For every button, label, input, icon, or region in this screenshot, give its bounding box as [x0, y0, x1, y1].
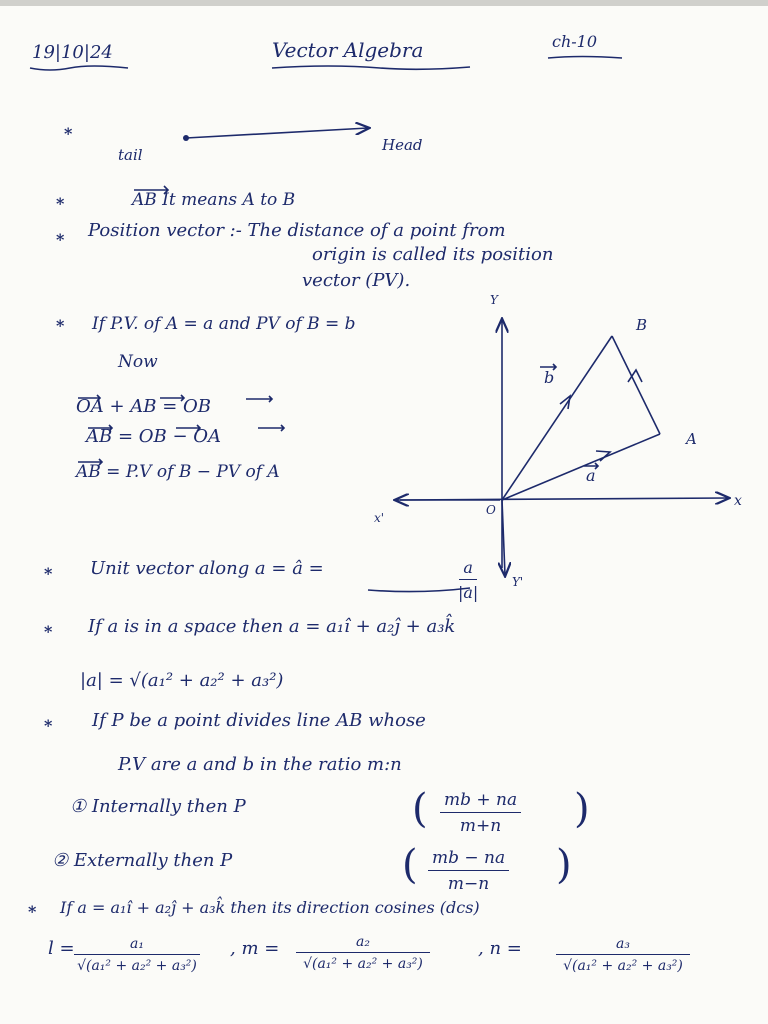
n-fraction: [556, 936, 690, 974]
x-prime-label: x': [374, 511, 385, 525]
unit-vector-text: Unit vector along a = â =: [90, 558, 324, 579]
close-paren: ): [574, 786, 590, 832]
direction-cosines-statement: If a = a₁î + a₂ĵ + a₃k̂ then its direction cosines (dcs): [60, 898, 480, 917]
bullet: *: [64, 124, 73, 143]
m-numerator: a₂: [296, 934, 430, 953]
bullet: *: [56, 194, 65, 213]
l-numerator: a₁: [74, 936, 200, 955]
m-fraction: [296, 934, 430, 972]
close-paren: ): [556, 842, 572, 888]
m-denominator: √(a₁² + a₂² + a₃²): [303, 956, 423, 972]
vector-line: [186, 128, 368, 138]
point-a-label: A: [686, 430, 697, 448]
n-prefix: , n =: [478, 938, 522, 959]
equation-2: AB = OB − OA: [86, 426, 222, 447]
n-numerator: a₃: [556, 936, 690, 955]
external-denominator: m−n: [447, 874, 490, 894]
bullet: *: [44, 716, 53, 735]
title-underline-1: [272, 66, 470, 69]
position-vector-line-3: vector (PV).: [302, 270, 411, 291]
internal-numerator: mb + na: [440, 790, 521, 813]
bullet: *: [44, 564, 53, 583]
vector-a-line: [502, 434, 660, 500]
l-fraction: [74, 936, 200, 974]
bullet: *: [56, 316, 65, 335]
internal-label: ① Internally then P: [70, 796, 246, 817]
tail-dot: [183, 135, 189, 141]
position-vector-line-2: origin is called its position: [312, 244, 554, 265]
unit-vector-denominator: |a|: [458, 583, 479, 602]
space-statement: If a is in a space then a = a₁î + a₂ĵ + a₃k̂: [88, 616, 456, 637]
equation-3: AB = P.V of B − PV of A: [76, 462, 280, 482]
open-paren: (: [412, 786, 428, 832]
head-label: Head: [382, 136, 423, 154]
external-fraction: [428, 848, 509, 894]
internal-denominator: m+n: [459, 816, 502, 836]
x-axis-label: x: [734, 493, 742, 509]
n-denominator: √(a₁² + a₂² + a₃²): [563, 958, 683, 974]
external-numerator: mb − na: [428, 848, 509, 871]
vector-ab-line: [612, 336, 660, 434]
now-label: Now: [118, 352, 158, 372]
chapter-underline: [548, 57, 622, 59]
unit-vector-numerator: a: [459, 558, 477, 580]
date: 19|10|24: [32, 42, 113, 63]
bullet: *: [44, 622, 53, 641]
internal-fraction: [440, 790, 521, 836]
magnitude-formula: |a| = √(a₁² + a₂² + a₃²): [80, 670, 284, 691]
tail-label: tail: [118, 146, 143, 164]
date-underline: [30, 66, 128, 70]
origin-label: O: [486, 503, 496, 517]
point-b-label: B: [636, 316, 648, 334]
ab-meaning: AB It means A to B: [132, 190, 296, 210]
page-title: Vector Algebra: [272, 38, 424, 62]
y-prime-label: Y': [512, 575, 524, 589]
equation-1: OA + AB = OB: [76, 396, 212, 417]
divides-line-2: P.V are a and b in the ratio m:n: [118, 754, 402, 775]
external-label: ② Externally then P: [52, 850, 233, 871]
m-prefix: , m =: [230, 938, 280, 959]
bullet: *: [28, 902, 37, 921]
chapter-number: ch-10: [552, 32, 598, 51]
unit-vector-fraction: [458, 558, 478, 602]
if-pv-statement: If P.V. of A = a and PV of B = b: [92, 314, 356, 334]
y-axis-label: Y: [490, 293, 498, 307]
unit-vector-underline: [368, 588, 470, 592]
open-paren: (: [402, 842, 418, 888]
vector-a-label: a: [586, 466, 596, 485]
position-vector-line-1: Position vector :- The distance of a point from: [88, 220, 506, 241]
l-denominator: √(a₁² + a₂² + a₃²): [77, 958, 197, 974]
vector-b-label: b: [544, 368, 555, 387]
divides-line-1: If P be a point divides line AB whose: [92, 710, 426, 731]
l-prefix: l =: [48, 938, 75, 959]
bullet: *: [56, 230, 65, 249]
